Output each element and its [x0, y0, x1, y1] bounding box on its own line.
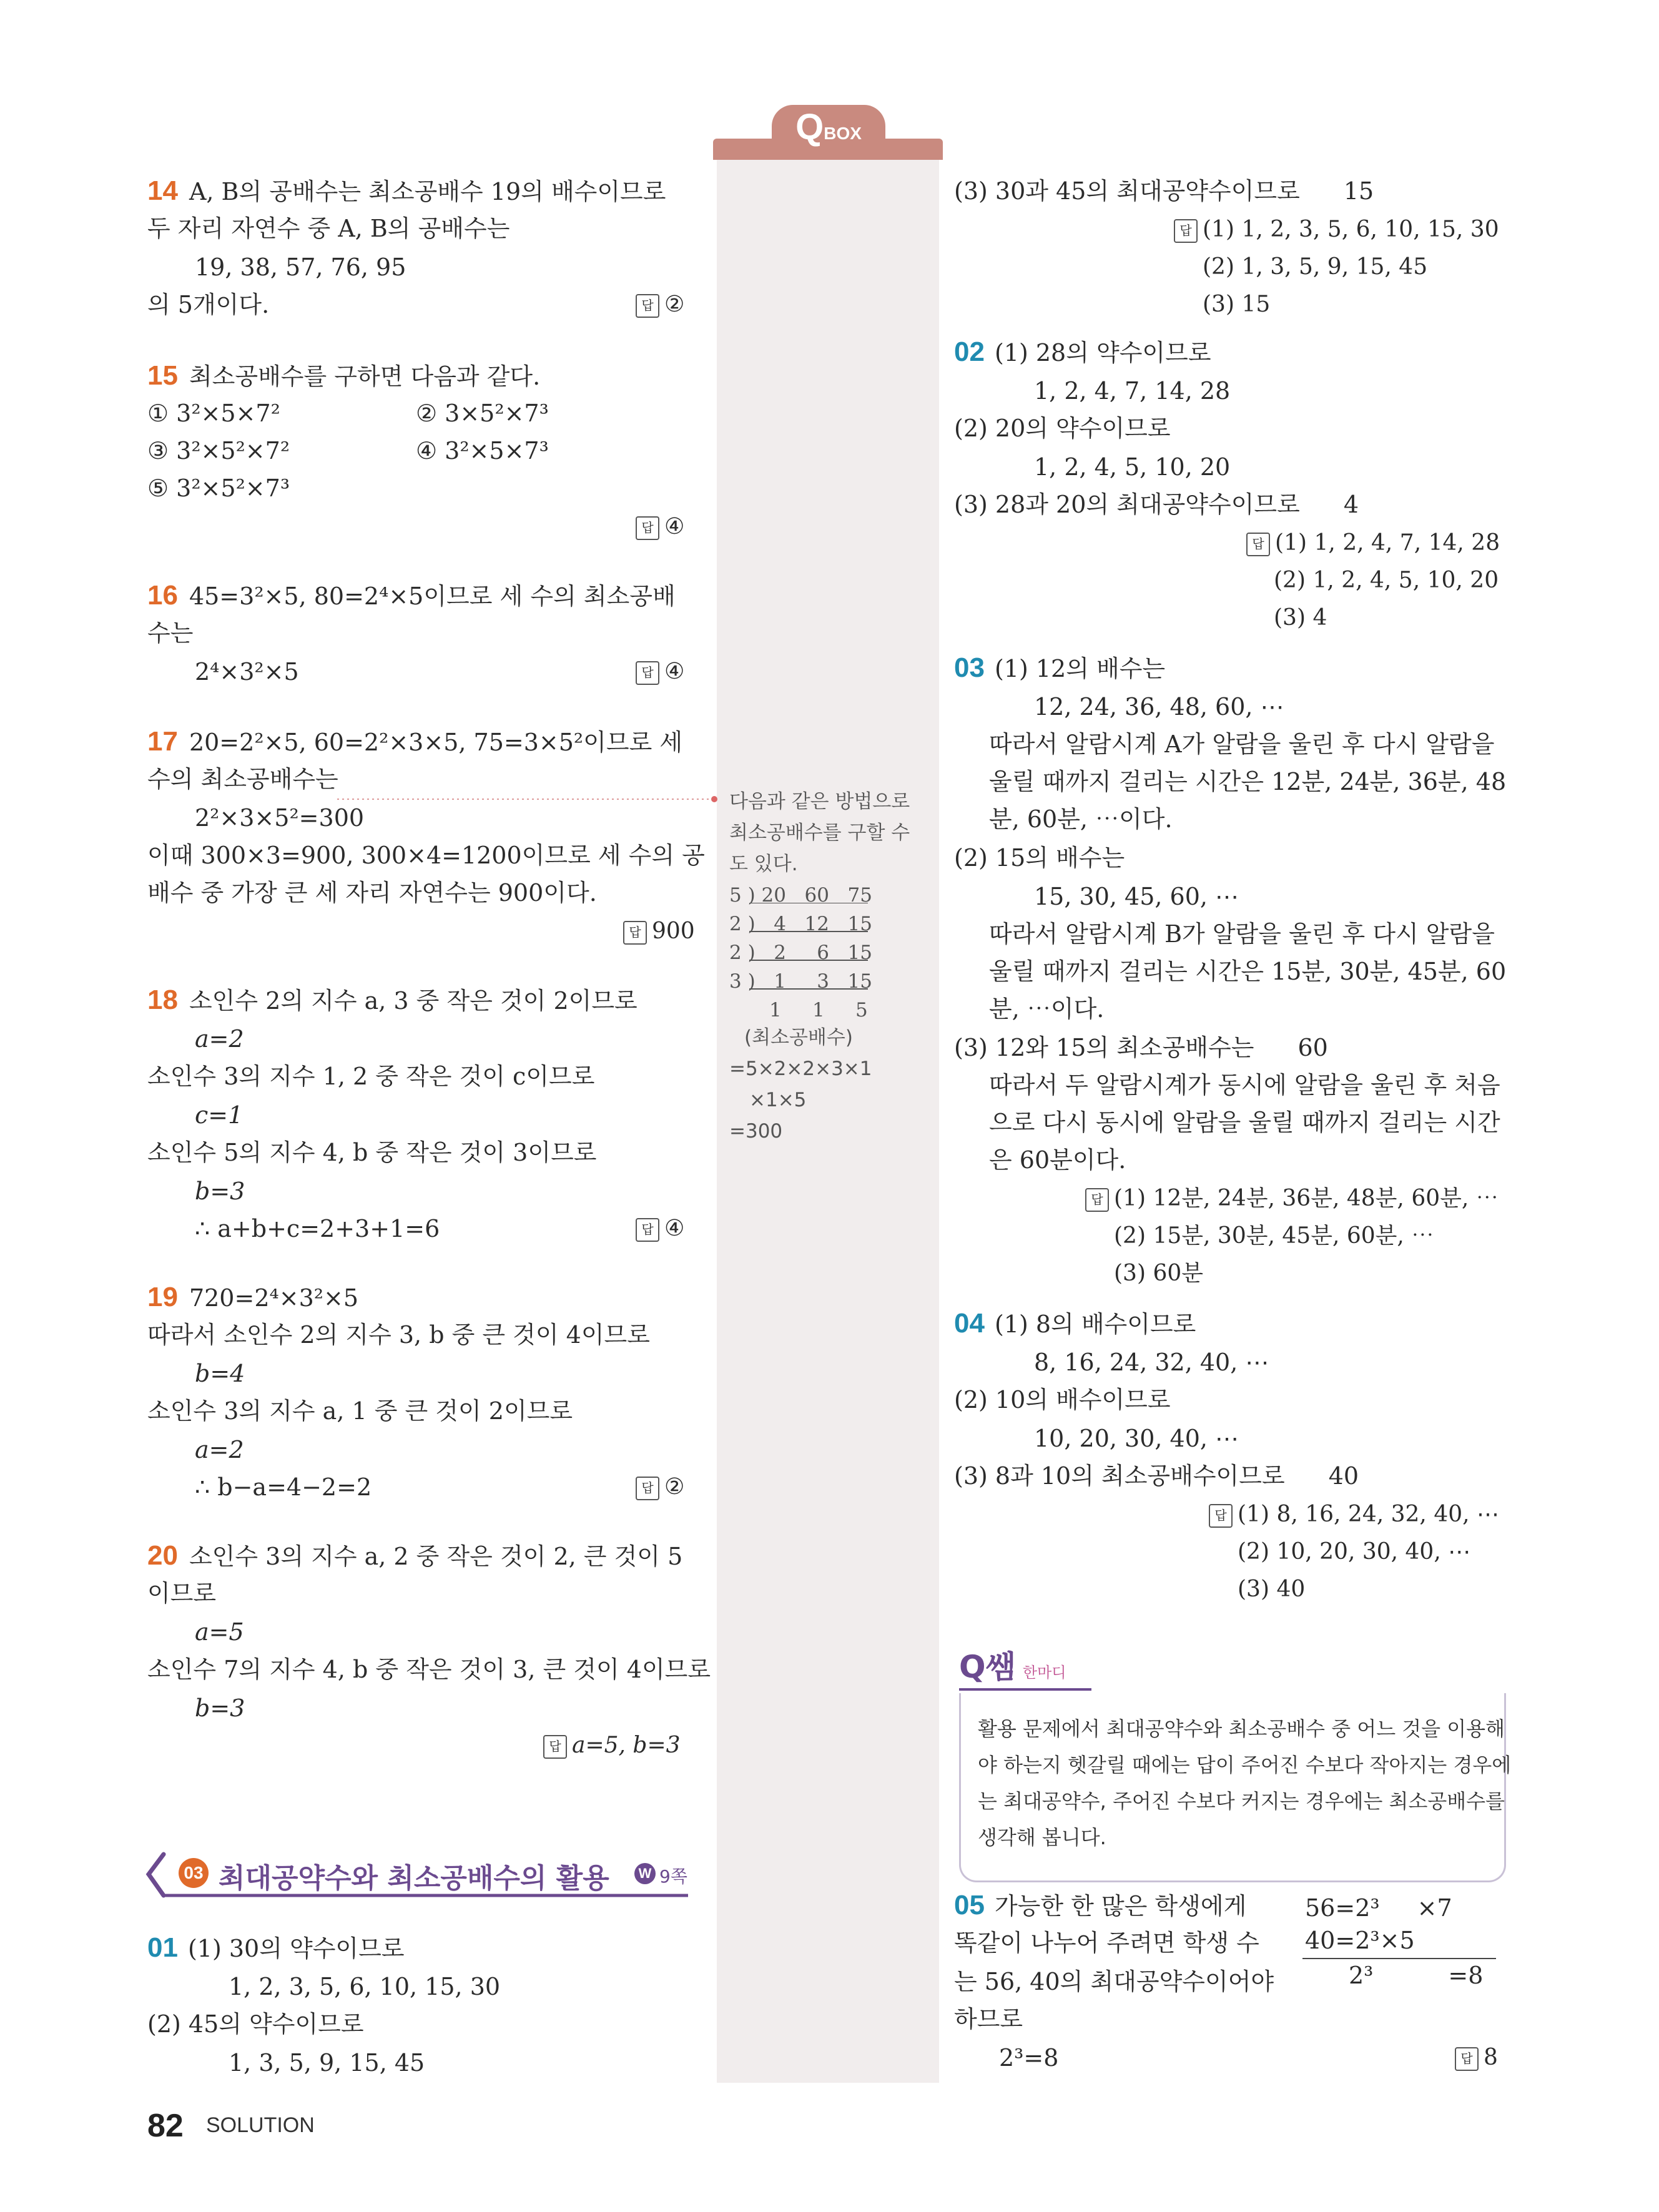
problem-14-line: 두 자리 자연수 중 A, B의 공배수는	[147, 215, 510, 242]
answer-03-final	[1085, 1184, 1499, 1214]
problem-17-line: 2²×3×5²=300	[195, 804, 365, 832]
answer-02-final	[1246, 528, 1500, 558]
problem-18-line: c=1	[195, 1101, 244, 1129]
problem-19-line: 소인수 3의 지수 a, 1 중 큰 것이 2이므로	[147, 1397, 573, 1425]
problem-20-line: 소인수 7의 지수 4, b 중 작은 것이 3, 큰 것이 4이므로	[147, 1656, 711, 1683]
side-note-line: =5×2×2×3×1	[729, 1058, 872, 1080]
problem-20-line: a=5	[195, 1618, 244, 1646]
problem-20-line: b=3	[195, 1694, 245, 1722]
text: 최소공배수를 구하면 다음과 같다.	[189, 363, 541, 390]
answer-mark-icon: 답	[1209, 1504, 1233, 1528]
qbox-label: BOX	[824, 124, 862, 143]
answer-value: (1) 1, 2, 3, 5, 6, 10, 15, 30	[1203, 217, 1499, 242]
problem-18-line: b=3	[195, 1177, 245, 1205]
qsam-title-text: Q쌤	[959, 1649, 1016, 1685]
section-number-badge: 03	[179, 1858, 209, 1888]
qsam-line: 활용 문제에서 최대공약수와 최소공배수 중 어느 것을 이용해	[978, 1717, 1505, 1741]
answer-20	[543, 1731, 681, 1761]
text: 소인수 3의 지수 a, 2 중 작은 것이 2, 큰 것이 5	[189, 1543, 683, 1570]
answer-19	[636, 1472, 684, 1502]
problem-19-line: 따라서 소인수 2의 지수 3, b 중 큰 것이 4이므로	[147, 1321, 650, 1349]
side-note-line: (최소공배수)	[744, 1026, 853, 1049]
text: 720=2⁴×3²×5	[189, 1284, 358, 1312]
division-lines	[749, 903, 874, 996]
answer-value: (1) 12분, 24분, 36분, 48분, 60분, ⋯	[1114, 1186, 1499, 1211]
answer-03-line: 분, 60분, ⋯이다.	[989, 805, 1173, 833]
answer-03-line: (2) 15의 배수는	[954, 844, 1125, 872]
problem-16-line: 2⁴×3²×5	[195, 658, 299, 686]
text: (1) 28의 약수이므로	[994, 339, 1211, 366]
answer-03-line: 12, 24, 36, 48, 60, ⋯	[1034, 693, 1284, 720]
side-note-line: 최소공배수를 구할 수	[729, 822, 910, 844]
answer-02-final: (3) 4	[1274, 605, 1327, 631]
problem-14-line: 19, 38, 57, 76, 95	[195, 253, 406, 281]
answer-value: 900	[652, 918, 695, 944]
factor-divider	[1302, 1958, 1496, 1959]
side-note-line: ×1×5	[749, 1089, 807, 1111]
side-note-line: 도 있다.	[729, 853, 798, 875]
value: 15	[1343, 177, 1374, 205]
problem-18-line	[147, 985, 638, 1016]
page-number: 82	[147, 2108, 184, 2144]
answer-value: (1) 8, 16, 24, 32, 40, ⋯	[1238, 1502, 1500, 1527]
text: (3) 28과 20의 최대공약수이므로	[954, 491, 1300, 518]
text: 45=3²×5, 80=2⁴×5이므로 세 수의 최소공배	[189, 582, 676, 610]
choice-4: ④ 3²×5×7³	[416, 437, 549, 465]
answer-04-final: (2) 10, 20, 30, 40, ⋯	[1238, 1539, 1471, 1565]
answer-05-line: 하므로	[954, 2005, 1023, 2033]
answer-01-line	[147, 1933, 405, 1964]
value: 60	[1297, 1034, 1328, 1061]
problem-18-line: 소인수 3의 지수 1, 2 중 작은 것이 c이므로	[147, 1063, 595, 1090]
value: 40	[1328, 1462, 1359, 1490]
text: 2³	[1349, 1962, 1374, 1989]
problem-18-line: ∴ a+b+c=2+3+1=6	[195, 1215, 440, 1242]
workbook-icon: W	[634, 1863, 656, 1884]
answer-02-final: (2) 1, 2, 4, 5, 10, 20	[1274, 568, 1499, 593]
answer-mark-icon: 답	[636, 516, 659, 540]
qsam-sub: 한마디	[1022, 1664, 1066, 1681]
answer-number: 04	[954, 1308, 985, 1339]
division-row: 5 ) 20 60 75	[729, 884, 872, 907]
text: A, B의 공배수는 최소공배수 19의 배수이므로	[189, 178, 666, 205]
answer-value: (1) 1, 2, 4, 7, 14, 28	[1275, 530, 1500, 556]
answer-01-line: 1, 3, 5, 9, 15, 45	[229, 2049, 425, 2077]
factor-row	[1349, 1960, 1483, 1990]
qbox-tab	[772, 105, 885, 149]
answer-04-final: (3) 40	[1238, 1576, 1306, 1602]
answer-03-line: 울릴 때까지 걸리는 시간은 12분, 24분, 36분, 48	[989, 768, 1507, 795]
answer-17	[623, 917, 695, 946]
text: (3) 30과 45의 최대공약수이므로	[954, 177, 1300, 205]
division-row: 3 ) 1 3 15	[729, 970, 872, 993]
text: 가능한 한 많은 학생에게	[994, 1892, 1247, 1920]
problem-17-line	[147, 727, 682, 757]
problem-14-line: 의 5개이다.	[147, 291, 270, 318]
side-note-line: =300	[729, 1120, 783, 1143]
answer-03-line: 울릴 때까지 걸리는 시간은 15분, 30분, 45분, 60	[989, 958, 1507, 985]
answer-02-line: (2) 20의 약수이므로	[954, 415, 1171, 442]
problem-19-line	[147, 1282, 358, 1313]
qsam-line: 생각해 봅니다.	[978, 1826, 1106, 1849]
answer-mark-icon: 답	[636, 1218, 659, 1242]
text: 56=2³	[1305, 1894, 1380, 1922]
answer-04-line: 8, 16, 24, 32, 40, ⋯	[1034, 1349, 1269, 1376]
problem-17-line: 수의 최소공배수는	[147, 765, 338, 793]
answer-value: ④	[664, 514, 685, 539]
answer-04-final	[1209, 1500, 1499, 1530]
problem-16-line	[147, 581, 676, 611]
qsam-title	[959, 1642, 1066, 1687]
answer-03-line: 으로 다시 동시에 알람을 울릴 때까지 걸리는 시간	[989, 1109, 1500, 1136]
qsam-line: 는 최대공약수, 주어진 수보다 커지는 경우에는 최소공배수를	[978, 1789, 1505, 1813]
answer-mark-icon: 답	[1455, 2047, 1479, 2071]
problem-14-line	[147, 176, 666, 207]
section-title: 최대공약수와 최소공배수의 활용	[219, 1862, 609, 1894]
text: (3) 8과 10의 최소공배수이므로	[954, 1462, 1285, 1490]
answer-value: ②	[664, 1474, 685, 1500]
section-page-ref: 9쪽	[659, 1866, 687, 1887]
division-row: 2 ) 2 6 15	[729, 941, 872, 964]
answer-05-line: 똑같이 나누어 주려면 학생 수	[954, 1929, 1259, 1957]
answer-01-final	[1174, 215, 1499, 245]
problem-20-line	[147, 1541, 682, 1571]
answer-03-line: 은 60분이다.	[989, 1146, 1126, 1174]
answer-number: 02	[954, 337, 985, 367]
division-row: 2 ) 4 12 15	[729, 913, 872, 935]
problem-16-line: 수는	[147, 619, 194, 647]
answer-mark-icon: 답	[636, 294, 659, 318]
problem-17-line: 배수 중 가장 큰 세 자리 자연수는 900이다.	[147, 879, 597, 907]
answer-03-final: (3) 60분	[1114, 1261, 1204, 1286]
answer-value: ④	[664, 659, 685, 684]
answer-02-line: 1, 2, 4, 5, 10, 20	[1034, 453, 1231, 481]
answer-01-final: (2) 1, 3, 5, 9, 15, 45	[1203, 254, 1428, 280]
answer-05-line: 는 56, 40의 최대공약수이어야	[954, 1968, 1274, 1995]
text: (3) 12와 15의 최소공배수는	[954, 1034, 1254, 1061]
answer-02-line	[954, 489, 1359, 519]
answer-04-line	[954, 1309, 1196, 1339]
problem-number: 16	[147, 580, 178, 611]
problem-number: 15	[147, 360, 178, 391]
answer-value: ②	[664, 292, 685, 317]
factor-row	[1305, 1893, 1452, 1923]
problem-number: 20	[147, 1540, 178, 1571]
section-header	[145, 1848, 694, 1904]
answer-02-line: 1, 2, 4, 7, 14, 28	[1034, 377, 1231, 405]
choice-3: ③ 3²×5²×7²	[147, 437, 290, 465]
answer-03-line: 15, 30, 45, 60, ⋯	[1034, 883, 1239, 910]
answer-03-line: 따라서 두 알람시계가 동시에 알람을 울린 후 처음	[989, 1071, 1500, 1099]
side-note-connector	[337, 793, 724, 805]
answer-number: 03	[954, 652, 985, 683]
problem-number: 14	[147, 175, 178, 206]
problem-17-line: 이때 300×3=900, 300×4=1200이므로 세 수의 공	[147, 842, 705, 869]
text: 20=2²×5, 60=2²×3×5, 75=3×5²이므로 세	[189, 729, 683, 756]
answer-value: a=5, b=3	[572, 1733, 681, 1758]
answer-value: 8	[1484, 2045, 1498, 2070]
problem-18-line: a=2	[195, 1025, 244, 1053]
choice-5: ⑤ 3²×5²×7³	[147, 474, 290, 502]
problem-number: 18	[147, 985, 178, 1015]
answer-03-line	[954, 1033, 1328, 1063]
problem-19-line: b=4	[195, 1360, 245, 1387]
text: =8	[1448, 1962, 1484, 1989]
problem-20-line: 이므로	[147, 1580, 217, 1607]
answer-01-final: (3) 15	[1203, 292, 1271, 317]
answer-05-line	[954, 1890, 1246, 1921]
answer-02-line	[954, 337, 1211, 368]
answer-03-line	[954, 653, 1165, 684]
answer-01-line	[954, 176, 1374, 206]
problem-19-line: a=2	[195, 1436, 244, 1463]
qbox-q: Q	[795, 107, 824, 147]
answer-16	[636, 657, 684, 687]
text: (1) 12의 배수는	[994, 655, 1166, 682]
text: 소인수 2의 지수 a, 3 중 작은 것이 2이므로	[189, 987, 638, 1015]
problem-number: 19	[147, 1282, 178, 1312]
answer-03-line: 따라서 알람시계 B가 알람을 울린 후 다시 알람을	[989, 920, 1495, 948]
qsam-underline	[959, 1688, 1091, 1691]
text: (1) 30의 약수이므로	[187, 1935, 405, 1962]
answer-mark-icon: 답	[543, 1735, 567, 1759]
choice-2: ② 3×5²×7³	[416, 400, 549, 427]
answer-18	[636, 1214, 684, 1244]
answer-04-line: (2) 10의 배수이므로	[954, 1386, 1171, 1413]
answer-04-line: 10, 20, 30, 40, ⋯	[1034, 1425, 1239, 1452]
answer-01-line: (2) 45의 약수이므로	[147, 2010, 364, 2038]
answer-03-line: 분, ⋯이다.	[989, 995, 1105, 1023]
side-note-line: 다음과 같은 방법으로	[729, 790, 910, 813]
answer-value: ④	[664, 1216, 685, 1241]
qsam-line: 야 하는지 헷갈릴 때에는 답이 주어진 수보다 작아지는 경우에	[978, 1753, 1512, 1777]
problem-15-line	[147, 361, 540, 391]
answer-14	[636, 290, 684, 320]
answer-03-line: 따라서 알람시계 A가 알람을 울린 후 다시 알람을	[989, 730, 1495, 758]
factor-row: 40=2³×5	[1305, 1927, 1415, 1954]
answer-05-line: 2³=8	[999, 2044, 1059, 2072]
answer-mark-icon: 답	[1174, 219, 1198, 243]
qbox-column	[717, 147, 939, 2083]
value: 4	[1343, 491, 1359, 518]
answer-15	[636, 512, 684, 542]
answer-mark-icon: 답	[1246, 533, 1270, 556]
answer-mark-icon: 답	[1085, 1188, 1109, 1212]
answer-04-line	[954, 1461, 1359, 1491]
answer-05	[1455, 2043, 1498, 2073]
answer-number: 05	[954, 1890, 985, 1920]
text: ×7	[1417, 1894, 1452, 1922]
problem-number: 17	[147, 726, 178, 757]
problem-18-line: 소인수 5의 지수 4, b 중 작은 것이 3이므로	[147, 1139, 597, 1166]
footer-label: SOLUTION	[206, 2113, 315, 2137]
choice-1: ① 3²×5×7²	[147, 400, 280, 427]
answer-03-final: (2) 15분, 30분, 45분, 60분, ⋯	[1114, 1223, 1434, 1249]
answer-mark-icon: 답	[623, 921, 647, 945]
answer-number: 01	[147, 1932, 178, 1963]
text: (1) 8의 배수이므로	[994, 1310, 1196, 1338]
answer-mark-icon: 답	[636, 1477, 659, 1500]
problem-19-line: ∴ b−a=4−2=2	[195, 1473, 372, 1501]
answer-01-line: 1, 2, 3, 5, 6, 10, 15, 30	[229, 1973, 501, 2000]
answer-mark-icon: 답	[636, 661, 659, 685]
division-row: 1 1 5	[769, 999, 868, 1021]
